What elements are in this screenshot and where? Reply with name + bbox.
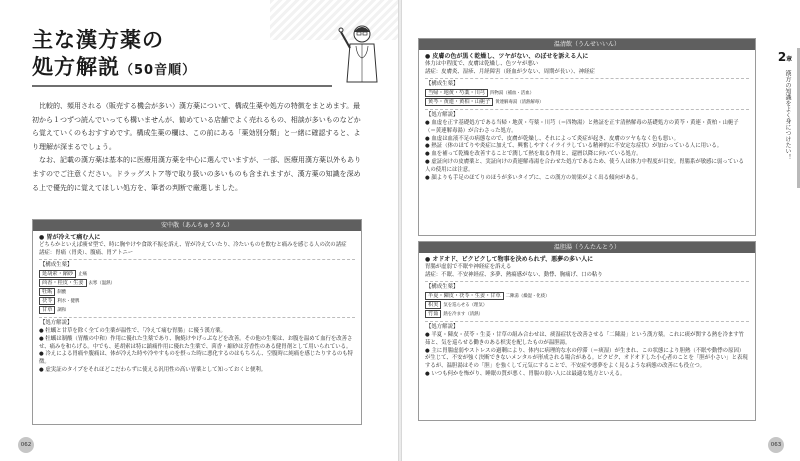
card-header: 安中散（あんちゅうさん） bbox=[33, 220, 361, 231]
explain-label: 【処方解説】 bbox=[40, 320, 73, 327]
explain-label: 【処方解説】 bbox=[426, 112, 459, 119]
divider bbox=[425, 321, 749, 322]
herb-name: 枳実 bbox=[425, 301, 441, 309]
intro-paragraph-2: なお、記載の漢方薬は基本的に医療用漢方薬を中心に選んでいますが、一部、医療用漢方薬以外もありますのでご注意ください。ドラッグストア等で取り扱いの多いものも含まれますが、漢方薬の知識を深める上で優先的に覚えてほしい処方を、筆者の判断で厳選しました。 bbox=[32, 156, 361, 192]
explain-bullet: ● 虚証向けの皮膚薬と、実証向けの黄連解毒湯を合わせた処方であるため、使う人は体力中程度が目安。胃腸系が敏感に弱っている人の使用には注意。 bbox=[425, 158, 744, 173]
herb-note: 気を巡らせる（理気） bbox=[443, 303, 488, 309]
card-body bbox=[419, 253, 755, 382]
herb-note: 四物湯（補血・活血） bbox=[490, 91, 534, 97]
title-line-1: 主な漢方薬の bbox=[32, 28, 164, 52]
card-header: 温清飲（うんせいいん） bbox=[419, 39, 755, 50]
herb-card-anchusan bbox=[32, 219, 362, 425]
card-header: 温胆湯（うんたんとう） bbox=[419, 242, 755, 253]
explain-bullet: ● 牡蠣と甘草を除く全ての生薬が温性で、「冷えて痛む胃腸」に優う漢方薬。 bbox=[39, 327, 226, 334]
explain-bullet: ● いつも何かを怖がり、睡眠の質が悪く、胃腸の弱い人には最適な処方といえる。 bbox=[425, 370, 626, 377]
explain-bullet: ● 顔よりも手足のほてりのほうが多いタイプに、この漢方の効果がよく出る傾向がある。 bbox=[425, 174, 642, 181]
herb-note: 利水・健脾 bbox=[57, 299, 80, 305]
herb-row bbox=[39, 306, 355, 315]
explain-bullet: ● 牡蠣は制酸（胃酸の中和）作用に優れた生薬であり、胸焼けやげっぷなどを改善。その他の生薬は、お腹を温めて血行を改善させ、痛みを和らげる。中でも、延胡索は特に鎮痛作用に優れた生薬で、茴香・縮砂は芳香性のある健胃剤として用いられている。 bbox=[39, 335, 353, 350]
herb-name: 茯苓 bbox=[39, 297, 55, 305]
herb-note: 黄連解毒湯（清熱解毒） bbox=[495, 100, 544, 106]
herb-row bbox=[425, 301, 749, 310]
herb-name: 当帰・地黄・芍薬・川芎 bbox=[425, 89, 488, 97]
herb-card-untanto bbox=[418, 241, 756, 421]
herb-name: 牡蛎 bbox=[39, 288, 55, 296]
herb-name: 黄芩・黄連・黄柏・山梔子 bbox=[425, 98, 493, 106]
constituents-label: 【構成生薬】 bbox=[40, 262, 73, 269]
herb-note: 去寒（温熱） bbox=[88, 281, 115, 287]
chapter-digit: 2 bbox=[777, 50, 787, 64]
herb-note: 調和 bbox=[57, 308, 67, 314]
divider bbox=[425, 78, 749, 79]
title-main: 処方解説 bbox=[32, 55, 120, 79]
page-number-right: 063 bbox=[768, 437, 784, 453]
explain-label: 【処方解説】 bbox=[426, 324, 459, 331]
explain-bullet: ● 血虚を正す基礎処方である当帰・地黄・芍薬・川芎（＝四物湯）と熱証を正す清熱解毒の基礎処方の黄芩・黄連・黄柏・山梔子（＝黄連解毒湯）が合わさった処方。 bbox=[425, 119, 739, 134]
constituents-label: 【構成生薬】 bbox=[426, 81, 459, 88]
herb-row bbox=[425, 292, 749, 301]
herb-name: 茴香・桂皮・生姜 bbox=[39, 279, 87, 287]
herb-row bbox=[39, 279, 355, 288]
herb-note: 制酸 bbox=[57, 290, 67, 296]
herb-name: 甘草 bbox=[39, 306, 55, 314]
explain-bullet: ● 血を補って乾燥を改善することで潤して熱を取る作用と、還暦以降に向いている処方。 bbox=[425, 151, 642, 158]
herb-row bbox=[39, 297, 355, 306]
herb-note: 二陳湯（燥湿・化痰） bbox=[505, 294, 550, 300]
card-body bbox=[419, 50, 755, 185]
explain-bullet: ● 冷えによる胃痛や腹痛は、体が冷えた時や冷やすものを摂った時に悪化するのはもちろん、空腹時に純痛を感じたりするのも特徴。 bbox=[39, 351, 354, 366]
explain-bullet: ● 熱証（体のほてりや炎症に加えて、興奮しやすくイライラしている精神的に不安定な症状）が加わっている人に用いる。 bbox=[425, 143, 723, 150]
left-page bbox=[0, 0, 398, 461]
card-lead: ● オドオド、ビクビクして物事を決められず、悪夢の多い人に bbox=[425, 256, 594, 263]
card-indication: 諸症：皮膚炎、湿疹、月経障害（経血が少ない、周期が長い）、神経症 bbox=[425, 68, 595, 75]
card-lead: ● 皮膚の色が黒く乾燥し、ツヤがない、のぼせを訴える人に bbox=[425, 53, 589, 60]
constituents-label: 【構成生薬】 bbox=[426, 284, 459, 291]
title-rule bbox=[32, 85, 332, 87]
card-desc: どちらかといえば痩せ型で、時に胸やけや食欲不振を訴え、胃が冷えていたり、冷たいものを飲むと痛みを感じる人の次の諸症 bbox=[39, 241, 347, 248]
herb-name: 竹茹 bbox=[425, 310, 441, 318]
intro-text bbox=[32, 100, 362, 195]
herb-row bbox=[425, 89, 749, 98]
explain-bullet: ● 半夏・陳皮・茯苓・生姜・甘草の組み合わせは、痰湿症状を改善させる「二陳湯」という漢方薬。これに痰が関する熱を冷ます竹茹と、気を巡らせる働きのある枳実を配したものが温胆湯。 bbox=[425, 331, 745, 346]
card-body bbox=[33, 231, 361, 378]
explain-bullet: ● 主に胃腸虚弱やストレスの過剰により、体内に病理的な水の停滞（＝痰湿）が生まれ、この状態により胆熱（不眠や動悸の原因）が生じて、不安が強く決断できないメンタルが形成される場合がある。ビクビク、オドオドした小心者のことを「胆が小さい」と表現するが、温胆湯はその「胆」を強くして元気にすることで、不安症や悪夢をよく見るような病態の改善にも役立つ。 bbox=[425, 347, 748, 370]
divider bbox=[425, 281, 749, 282]
chapter-word: 章 bbox=[786, 56, 793, 63]
intro-paragraph-1: 比較的、頻用される（販売する機会が多い）漢方薬について、構成生薬や処方の特徴をまとめます。最初から１つずつ読んでいっても構いませんが、勧めている店舗でよく売れるもの、相談が多いものなどから覚えていくのもおすすめです。構成生薬の欄は、この前にある「薬効別分類」と一緒に確認すると、より理解が深まるでしょう。 bbox=[32, 102, 361, 151]
doctor-illustration-icon bbox=[335, 20, 385, 90]
divider bbox=[39, 317, 355, 318]
chapter-number bbox=[776, 50, 794, 64]
chapter-title: 漢方の知識をよく身につけたい！ bbox=[784, 70, 791, 160]
card-indication: 諸症：胃痛（胃炎）、腹痛、胃アトニー bbox=[39, 249, 134, 256]
card-desc: 胃腸が虚弱で不眠や神経症を訴える bbox=[425, 263, 512, 270]
right-page bbox=[402, 0, 800, 461]
herb-row bbox=[425, 98, 749, 107]
title-line-2 bbox=[32, 54, 196, 84]
card-lead: ● 胃が冷えて痛む人に bbox=[39, 234, 101, 241]
page-title bbox=[32, 27, 196, 84]
divider bbox=[425, 109, 749, 110]
herb-note: 熱を冷ます（清熱） bbox=[443, 312, 483, 318]
herb-name: 延胡索・縮砂 bbox=[39, 270, 76, 278]
herb-name: 半夏・陳皮・茯苓・生姜・甘草 bbox=[425, 292, 504, 300]
herb-card-unseiin bbox=[418, 38, 756, 236]
card-desc: 体力は中程度で、皮膚は乾燥し、色ツヤが悪い bbox=[425, 60, 539, 67]
page-number-left: 062 bbox=[18, 437, 34, 453]
herb-row bbox=[39, 288, 355, 297]
explain-bullet: ● 虚実証のタイプをそれほどこだわらずに使える汎用性の高い胃薬として知っておくと便利。 bbox=[39, 366, 267, 373]
explain-bullet: ● 血虚は血液不足の病態なので、皮膚が乾燥し、それによって炎症が起き、皮膚のツヤもなく色も悪い。 bbox=[425, 135, 679, 142]
herb-row bbox=[39, 270, 355, 279]
card-indication: 諸症：不眠、不安神経症、多夢、熱瘍感がない、動悸、胸痛げ、口の粘り bbox=[425, 271, 603, 278]
title-sub: （50音順） bbox=[120, 63, 197, 78]
herb-row bbox=[425, 310, 749, 319]
herb-note: 止痛 bbox=[78, 272, 87, 278]
divider bbox=[39, 259, 355, 260]
